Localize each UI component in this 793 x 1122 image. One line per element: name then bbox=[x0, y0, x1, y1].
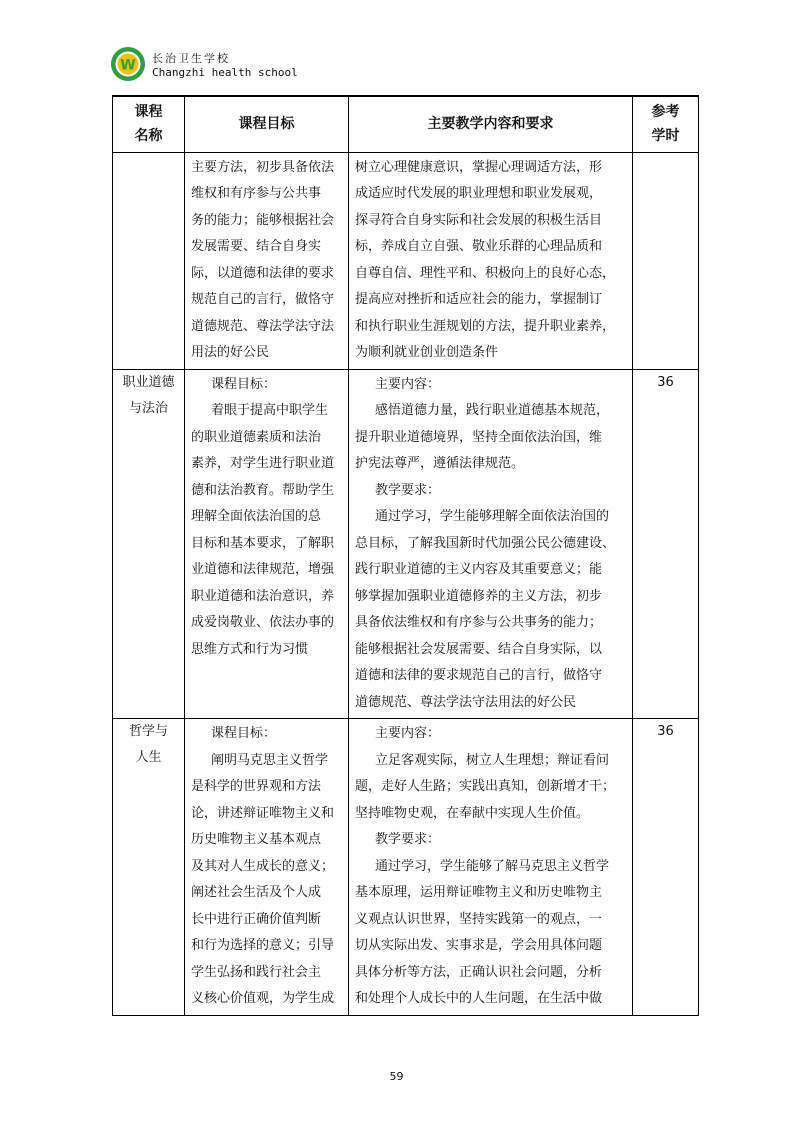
text-line: 阐述社会生活及个人成 bbox=[191, 885, 322, 900]
course-goal-cell bbox=[185, 719, 349, 1016]
text-line: 教学要求： bbox=[375, 482, 441, 498]
course-name-line: 人生 bbox=[135, 750, 162, 765]
text-line: 务的能力；能够根据社会 bbox=[191, 212, 335, 228]
text-line: 目标和基本要求，了解职 bbox=[191, 535, 335, 551]
text-line: 学生弘扬和践行社会主 bbox=[191, 964, 322, 980]
text-line: 探寻符合自身实际和社会发展的积极生活目 bbox=[355, 212, 603, 228]
text-line: 维权和有序参与公共事 bbox=[191, 186, 322, 201]
text-line: 德和法治教育。帮助学生 bbox=[191, 482, 335, 498]
text-line: 义核心价值观，为学生成 bbox=[191, 991, 335, 1006]
header-course-name-line2: 名称 bbox=[134, 128, 163, 145]
text-line: 感悟道德力量，践行职业道德基本规范， bbox=[375, 403, 610, 418]
text-line: 课程目标： bbox=[211, 726, 277, 741]
text-line: 提高应对挫折和适应社会的能力，掌握制订 bbox=[355, 292, 603, 307]
text-line: 立足客观实际，树立人生理想；辩证看问 bbox=[375, 752, 610, 768]
hours-cell: 36 bbox=[633, 719, 699, 1016]
course-name-line: 哲学与 bbox=[128, 724, 168, 739]
text-line: 总目标，了解我国新时代加强公民公德建设、 bbox=[355, 535, 616, 551]
text-line: 成适应时代发展的职业理想和职业发展观， bbox=[355, 186, 603, 201]
header-hours-line2: 学时 bbox=[651, 128, 680, 145]
text-line: 规范自己的言行，做恪守 bbox=[191, 292, 335, 307]
teaching-content-cell bbox=[349, 152, 633, 369]
text-line: 通过学习，学生能够了解马克思主义哲学 bbox=[375, 858, 610, 874]
text-line: 通过学习，学生能够理解全面依法治国的 bbox=[375, 509, 610, 524]
course-name-cell bbox=[113, 152, 185, 369]
header-hours-line1: 参考 bbox=[651, 104, 680, 121]
table-row bbox=[113, 369, 699, 719]
text-line: 是科学的世界观和方法 bbox=[191, 779, 322, 794]
text-line: 业道德和法律规范，增强 bbox=[191, 562, 335, 577]
text-line: 教学要求： bbox=[375, 832, 441, 847]
text-line: 提升职业道德境界，坚持全面依法治国，维 bbox=[355, 429, 603, 445]
text-line: 自尊自信、理性平和、积极向上的良好心态， bbox=[355, 265, 616, 281]
text-line: 素养，对学生进行职业道 bbox=[191, 456, 335, 471]
text-line: 及其对人生成长的意义； bbox=[191, 858, 335, 874]
text-line: 坚持唯物史观，在奉献中实现人生价值。 bbox=[355, 805, 590, 821]
text-line: 践行职业道德的主义内容及其重要意义；能 bbox=[355, 562, 603, 577]
text-line: 道德和法律的要求规范自己的言行，做恪守 bbox=[355, 668, 603, 683]
course-name-cell bbox=[113, 719, 185, 1016]
text-line: 理解全面依法治国的总 bbox=[191, 509, 322, 524]
text-line: 标，养成自立自强、敬业乐群的心理品质和 bbox=[355, 239, 603, 254]
text-line: 成爱岗敬业、依法办事的 bbox=[191, 615, 335, 630]
text-line: 义观点认识世界，坚持实践第一的观点，一 bbox=[355, 911, 603, 927]
text-line: 题，走好人生路；实践出真知，创新增才干； bbox=[355, 779, 616, 794]
text-line: 基本原理，运用辩证唯物主义和历史唯物主 bbox=[355, 885, 603, 900]
school-name-cn: 长治卫生学校 bbox=[152, 52, 230, 65]
course-name-cell bbox=[113, 369, 185, 719]
course-goal-cell bbox=[185, 369, 349, 719]
text-line: 护宪法尊严，遵循法律规范。 bbox=[355, 456, 525, 471]
text-line: 的职业道德素质和法治 bbox=[191, 429, 322, 445]
text-line: 际，以道德和法律的要求 bbox=[191, 265, 335, 281]
text-line: 课程目标： bbox=[211, 376, 277, 392]
table-header-row bbox=[113, 96, 699, 152]
text-line: 道德规范、尊法学法守法 bbox=[191, 318, 335, 334]
text-line: 发展需要、结合自身实 bbox=[191, 239, 322, 254]
text-line: 为顺利就业创业创造条件 bbox=[355, 345, 499, 360]
text-line: 历史唯物主义基本观点 bbox=[191, 832, 322, 847]
text-line: 能够根据社会发展需要、结合自身实际，以 bbox=[355, 641, 603, 657]
text-line: 用法的好公民 bbox=[191, 345, 270, 360]
text-line: 切从实际出发、实事求是，学会用具体问题 bbox=[355, 938, 603, 953]
page-number: 59 bbox=[389, 1070, 404, 1083]
school-name-en: Changzhi health school bbox=[152, 66, 298, 79]
school-logo-icon bbox=[110, 46, 146, 82]
text-line: 道德规范、尊法学法守法用法的好公民 bbox=[355, 694, 577, 710]
text-line: 着眼于提高中职学生 bbox=[211, 403, 329, 418]
text-line: 树立心理健康意识，掌握心理调适方法，形 bbox=[355, 159, 603, 175]
text-line: 主要方法，初步具备依法 bbox=[191, 159, 335, 175]
course-table bbox=[112, 95, 699, 1016]
course-name-line: 与法治 bbox=[128, 400, 168, 416]
table-row bbox=[113, 152, 699, 369]
text-line: 阐明马克思主义哲学 bbox=[211, 752, 329, 768]
text-line: 和行为选择的意义；引导 bbox=[191, 938, 335, 953]
text-line: 具体分析等方法，正确认识社会问题，分析 bbox=[355, 964, 603, 980]
text-line: 长中进行正确价值判断 bbox=[191, 911, 322, 927]
text-line: 主要内容： bbox=[375, 726, 441, 741]
header-course-name bbox=[113, 96, 185, 152]
hours-cell bbox=[633, 152, 699, 369]
header-reference-hours bbox=[633, 96, 699, 152]
text-line: 和处理个人成长中的人生问题，在生活中做 bbox=[355, 991, 603, 1006]
hours-cell: 36 bbox=[633, 369, 699, 719]
course-goal-cell bbox=[185, 152, 349, 369]
text-line: 具备依法维权和有序参与公共事务的能力； bbox=[355, 615, 603, 630]
text-line: 职业道德和法治意识，养 bbox=[191, 588, 335, 604]
header-course-name-line1: 课程 bbox=[134, 104, 163, 121]
text-line: 主要内容： bbox=[375, 376, 441, 392]
text-line: 够掌握加强职业道德修养的主义方法，初步 bbox=[355, 588, 603, 604]
header-course-goal: 课程目标 bbox=[185, 96, 349, 152]
text-line: 思维方式和行为习惯 bbox=[191, 641, 309, 657]
course-name-line: 职业道德 bbox=[122, 374, 175, 390]
table-row bbox=[113, 719, 699, 1016]
teaching-content-cell bbox=[349, 369, 633, 719]
logo-letter: W bbox=[120, 57, 136, 74]
header-teaching-content: 主要教学内容和要求 bbox=[349, 96, 633, 152]
text-line: 和执行职业生涯规划的方法，提升职业素养， bbox=[355, 318, 616, 334]
text-line: 论，讲述辩证唯物主义和 bbox=[191, 805, 335, 821]
teaching-content-cell bbox=[349, 719, 633, 1016]
